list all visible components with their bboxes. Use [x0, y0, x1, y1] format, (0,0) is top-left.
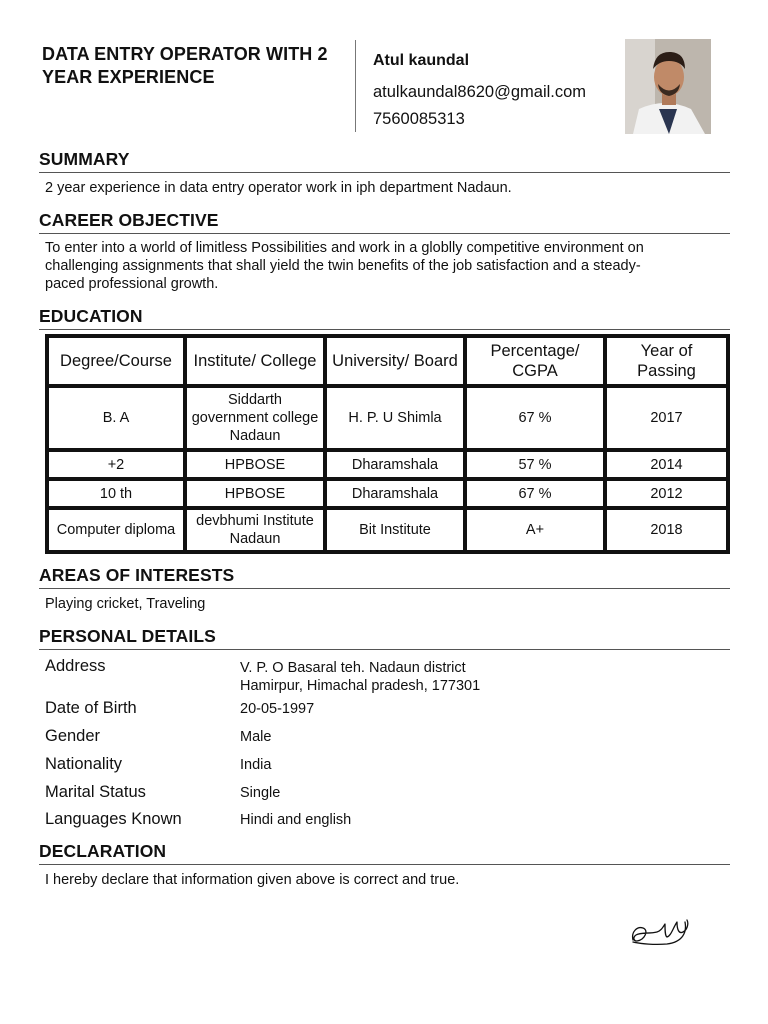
table-cell: H. P. U Shimla	[325, 386, 465, 450]
personal-details-rule	[39, 649, 730, 650]
table-cell: devbhumi Institute Nadaun	[185, 508, 325, 552]
personal-details-heading: PERSONAL DETAILS	[39, 626, 216, 646]
table-cell: Bit Institute	[325, 508, 465, 552]
table-cell: Siddarth government college Nadaun	[185, 386, 325, 450]
declaration-rule	[39, 864, 730, 865]
declaration-heading: DECLARATION	[39, 841, 167, 861]
column-header: Institute/ College	[185, 336, 325, 386]
table-cell: 67 %	[465, 479, 605, 508]
career-objective-text: To enter into a world of limitless Possibilities and work in a globlly competitive environment on challenging assignments that shall yield the twin benefits of the job satisfaction and a steady-paced professional growth.	[45, 240, 644, 292]
detail-label: Nationality	[45, 755, 123, 773]
detail-label: Address	[45, 657, 106, 675]
education-rule	[39, 329, 730, 330]
table-cell: 2012	[605, 479, 728, 508]
table-cell: Dharamshala	[325, 479, 465, 508]
candidate-name: Atul kaundal	[373, 52, 470, 69]
resume-title: DATA ENTRY OPERATOR WITH 2 YEAR EXPERIENCE	[42, 44, 328, 87]
detail-value: Hindi and english	[240, 812, 352, 828]
detail-value: 20-05-1997	[240, 701, 315, 717]
table-header-row	[47, 336, 728, 386]
detail-label: Gender	[45, 727, 101, 745]
email-text: atulkaundal8620@gmail.com	[373, 83, 587, 101]
column-header: University/ Board	[325, 336, 465, 386]
summary-heading: SUMMARY	[39, 149, 130, 169]
table-row	[47, 508, 728, 552]
detail-value: Male	[240, 729, 272, 745]
table-cell: 2014	[605, 450, 728, 479]
contact-block	[373, 52, 586, 133]
career-objective-rule	[39, 233, 730, 234]
detail-value: India	[240, 757, 272, 773]
detail-label: Languages Known	[45, 810, 182, 828]
table-cell: Computer diploma	[47, 508, 185, 552]
table-cell: HPBOSE	[185, 450, 325, 479]
column-header: Degree/Course	[47, 336, 185, 386]
column-header: Percentage/ CGPA	[465, 336, 605, 386]
table-row	[47, 479, 728, 508]
summary-text: 2 year experience in data entry operator work in iph department Nadaun.	[45, 180, 512, 196]
table-cell: 67 %	[465, 386, 605, 450]
table-cell: 10 th	[47, 479, 185, 508]
signature-image	[627, 910, 693, 955]
interests-text: Playing cricket, Traveling	[45, 596, 206, 612]
phone-text: 7560085313	[373, 110, 465, 128]
interests-heading: AREAS OF INTERESTS	[39, 565, 235, 585]
table-cell: 57 %	[465, 450, 605, 479]
detail-value: Single	[240, 785, 281, 801]
detail-label: Marital Status	[45, 783, 146, 801]
table-cell: Dharamshala	[325, 450, 465, 479]
interests-rule	[39, 588, 730, 589]
career-objective-heading: CAREER OBJECTIVE	[39, 210, 219, 230]
table-cell: A+	[465, 508, 605, 552]
education-heading: EDUCATION	[39, 306, 143, 326]
profile-photo	[625, 39, 711, 134]
table-cell: +2	[47, 450, 185, 479]
detail-label: Date of Birth	[45, 699, 137, 717]
summary-rule	[39, 172, 730, 173]
header-divider	[355, 40, 356, 132]
table-row	[47, 386, 728, 450]
table-cell: B. A	[47, 386, 185, 450]
column-header: Year of Passing	[605, 336, 728, 386]
table-cell: 2018	[605, 508, 728, 552]
table-cell: HPBOSE	[185, 479, 325, 508]
detail-value: V. P. O Basaral teh. Nadaun district Hamirpur, Himachal pradesh, 177301	[240, 660, 481, 694]
table-row	[47, 450, 728, 479]
declaration-text: I hereby declare that information given above is correct and true.	[45, 872, 460, 888]
table-cell: 2017	[605, 386, 728, 450]
education-table	[45, 334, 730, 554]
